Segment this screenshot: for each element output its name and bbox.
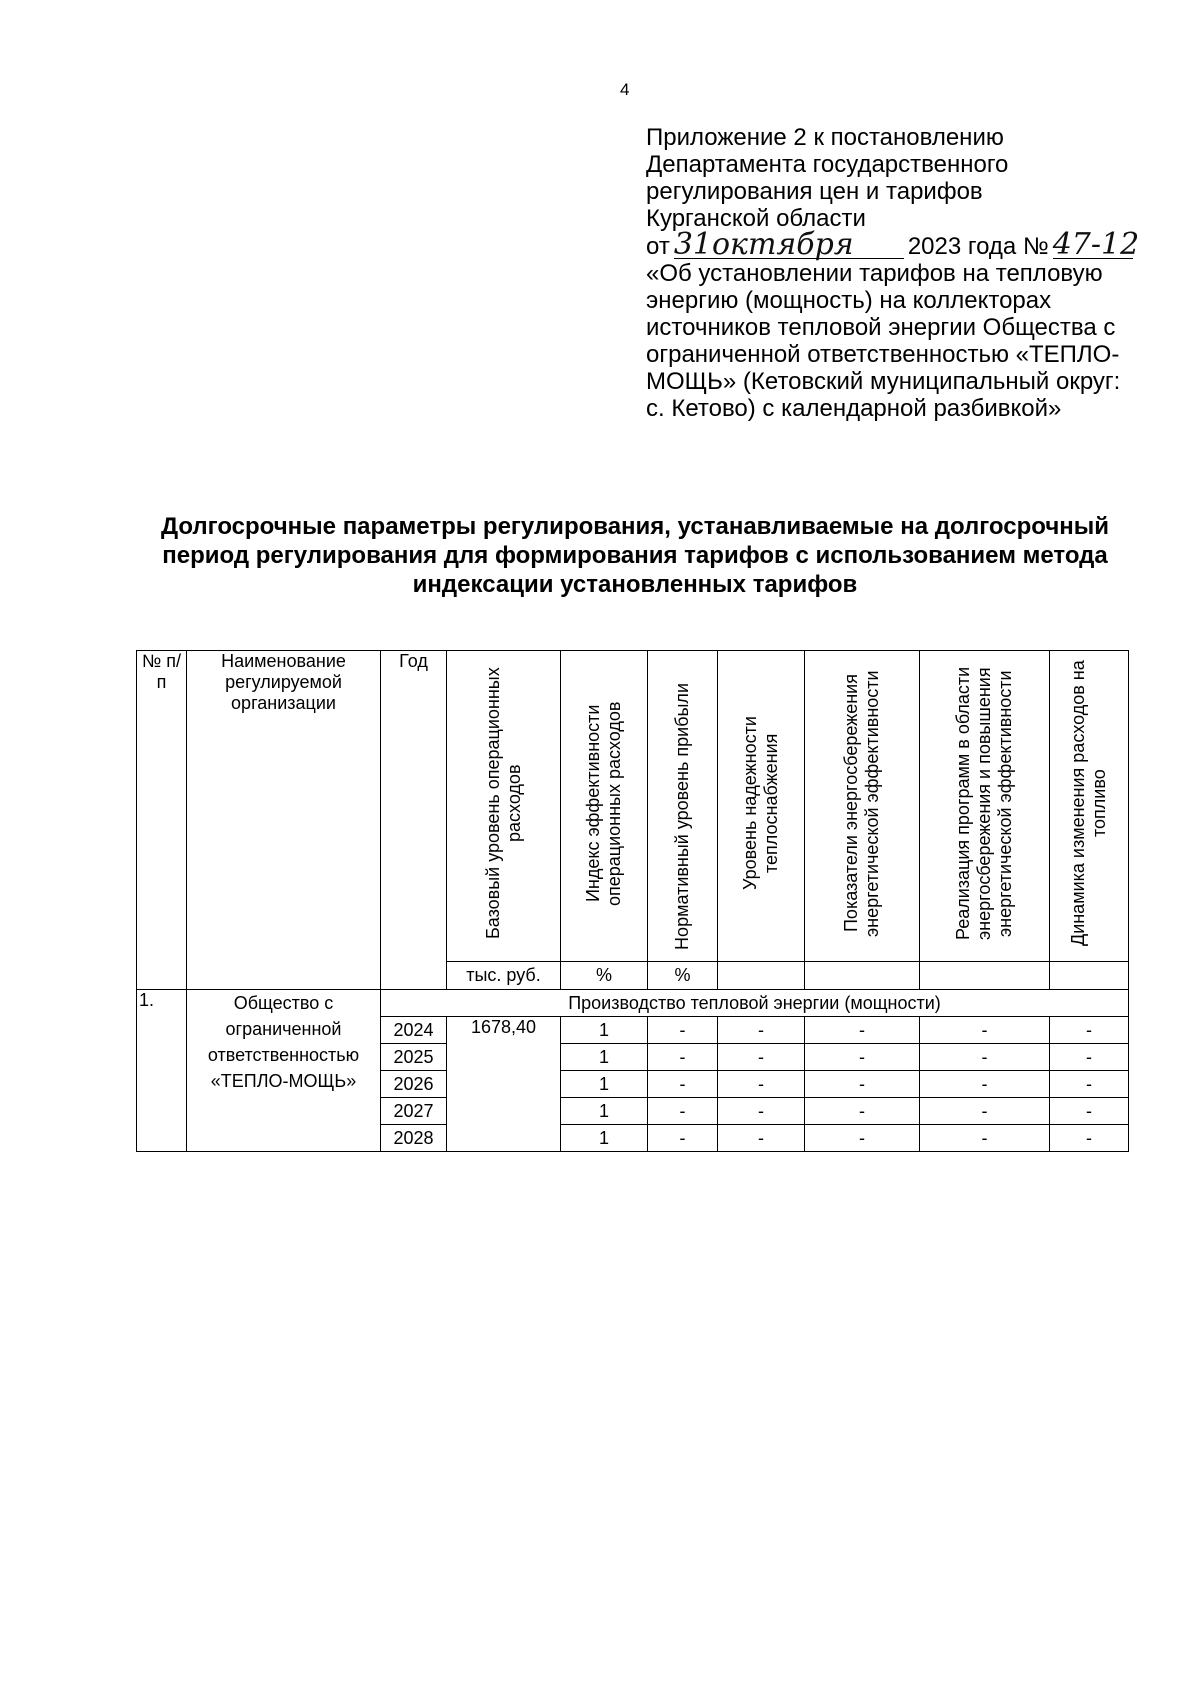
- appendix-line: Департамента государственного: [646, 151, 1009, 178]
- programs-cell: -: [920, 1017, 1050, 1044]
- header-energy-saving-text: Показатели энергосбережения энергетической эффективности: [841, 670, 882, 937]
- efficiency-index-cell: 1: [561, 1098, 648, 1125]
- header-org-name: Наименование регулируемой организации: [187, 651, 381, 990]
- year-text: 2023 года №: [907, 233, 1049, 260]
- fuel-cell: -: [1050, 1017, 1129, 1044]
- efficiency-index-cell: 1: [561, 1071, 648, 1098]
- energy-saving-cell: -: [805, 1071, 920, 1098]
- appendix-subject-line: «Об установлении тарифов на тепловую: [646, 260, 1103, 287]
- energy-saving-cell: -: [805, 1017, 920, 1044]
- reliability-cell: -: [718, 1044, 805, 1071]
- fuel-cell: -: [1050, 1125, 1129, 1152]
- energy-saving-cell: -: [805, 1044, 920, 1071]
- efficiency-index-cell: 1: [561, 1017, 648, 1044]
- reliability-cell: -: [718, 1017, 805, 1044]
- year-cell: 2024: [381, 1017, 447, 1044]
- header-fuel-dynamics-text: Динамика изменения расходов на топливо: [1068, 660, 1109, 947]
- handwritten-date: 31октября: [674, 232, 904, 259]
- document-title: [120, 512, 1150, 599]
- programs-cell: -: [920, 1044, 1050, 1071]
- header-efficiency-index-text: Индекс эффективности операционных расходов: [583, 701, 624, 906]
- appendix-subject-line: источников тепловой энергии Общества с: [646, 314, 1116, 341]
- efficiency-index-cell: 1: [561, 1044, 648, 1071]
- base-level-value: 1678,40: [447, 1017, 561, 1152]
- unit-profit-level: %: [648, 962, 718, 990]
- section-row: [137, 990, 1129, 1017]
- appendix-block: [646, 124, 1166, 422]
- appendix-subject-line: с. Кетово) с календарной разбивкой»: [646, 395, 1062, 422]
- appendix-subject-line: ограниченной ответственностью «ТЕПЛО-: [646, 341, 1120, 368]
- from-prefix: от: [646, 233, 670, 260]
- title-line: индексации установленных тарифов: [412, 571, 858, 598]
- appendix-subject-line: энергию (мощность) на коллекторах: [646, 287, 1052, 314]
- header-year: Год: [381, 651, 447, 990]
- header-fuel-dynamics: [1050, 651, 1129, 962]
- appendix-subject-line: МОЩЬ» (Кетовский муниципальный округ:: [646, 368, 1121, 395]
- appendix-line: регулирования цен и тарифов: [646, 178, 983, 205]
- row-number: 1.: [137, 990, 187, 1152]
- unit-empty: [1050, 962, 1129, 990]
- fuel-cell: -: [1050, 1098, 1129, 1125]
- header-efficiency-index: [561, 651, 648, 962]
- year-cell: 2028: [381, 1125, 447, 1152]
- section-heading: Производство тепловой энергии (мощности): [381, 990, 1129, 1017]
- appendix-line: Приложение 2 к постановлению: [646, 124, 1004, 151]
- profit-cell: -: [648, 1071, 718, 1098]
- energy-saving-cell: -: [805, 1098, 920, 1125]
- programs-cell: -: [920, 1125, 1050, 1152]
- efficiency-index-cell: 1: [561, 1125, 648, 1152]
- header-programs-text: Реализация программ в области энергосбережения и повышения энергетической эффективности: [953, 666, 1015, 941]
- header-reliability-text: Уровень надежности теплоснабжения: [740, 716, 781, 891]
- header-row: [137, 651, 1129, 962]
- page-number: 4: [620, 80, 630, 99]
- programs-cell: -: [920, 1098, 1050, 1125]
- header-energy-saving: [805, 651, 920, 962]
- profit-cell: -: [648, 1098, 718, 1125]
- year-cell: 2025: [381, 1044, 447, 1071]
- profit-cell: -: [648, 1017, 718, 1044]
- appendix-line: Курганской области: [646, 205, 866, 232]
- appendix-date-line: [646, 227, 1166, 262]
- title-line: период регулирования для формирования тарифов с использованием метода: [162, 542, 1108, 569]
- unit-empty: [718, 962, 805, 990]
- unit-empty: [805, 962, 920, 990]
- reliability-cell: -: [718, 1125, 805, 1152]
- profit-cell: -: [648, 1044, 718, 1071]
- year-cell: 2027: [381, 1098, 447, 1125]
- header-base-level: [447, 651, 561, 962]
- reliability-cell: -: [718, 1098, 805, 1125]
- unit-base-level: тыс. руб.: [447, 962, 561, 990]
- energy-saving-cell: -: [805, 1125, 920, 1152]
- header-num: № п/п: [137, 651, 187, 990]
- header-reliability: [718, 651, 805, 962]
- organization-name: Общество с ограниченной ответственностью «ТЕПЛО-МОЩЬ»: [187, 990, 381, 1152]
- unit-efficiency-index: %: [561, 962, 648, 990]
- header-programs: [920, 651, 1050, 962]
- unit-empty: [920, 962, 1050, 990]
- header-profit-level: [648, 651, 718, 962]
- title-line: Долгосрочные параметры регулирования, устанавливаемые на долгосрочный: [160, 513, 1110, 540]
- reliability-cell: -: [718, 1071, 805, 1098]
- programs-cell: -: [920, 1071, 1050, 1098]
- fuel-cell: -: [1050, 1044, 1129, 1071]
- profit-cell: -: [648, 1125, 718, 1152]
- header-base-level-text: Базовый уровень операционных расходов: [482, 667, 524, 940]
- parameters-table: [136, 650, 1129, 1152]
- fuel-cell: -: [1050, 1071, 1129, 1098]
- header-profit-level-text: Нормативный уровень прибыли: [672, 683, 692, 950]
- handwritten-number: 47-12: [1052, 227, 1140, 262]
- year-cell: 2026: [381, 1071, 447, 1098]
